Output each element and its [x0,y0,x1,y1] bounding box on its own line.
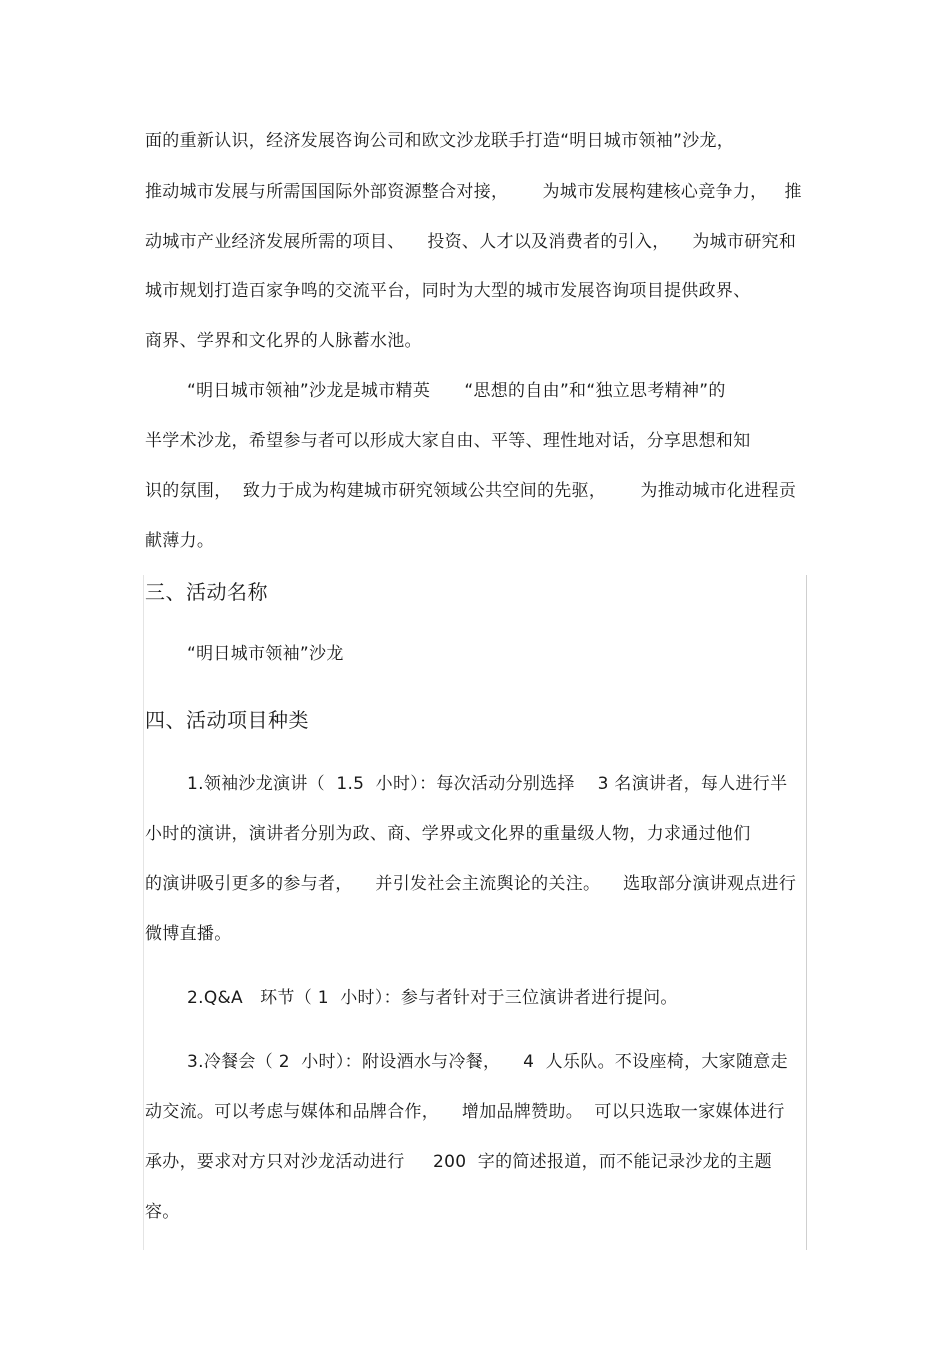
intro2-line-4: 献薄力。 [145,531,215,551]
frame-left-border [143,575,144,1250]
section3-activity-name: “明日城市领袖”沙龙 [187,644,344,664]
item1-line-3: 的演讲吸引更多的参与者， 并引发社会主流舆论的关注。 选取部分演讲观点进行 [145,874,797,894]
frame-right-border [806,575,807,1250]
intro-line-5: 商界、学界和文化界的人脉蓄水池。 [145,331,422,351]
item2-line-1: 2.Q&A 环节（ 1 小时）：参与者针对于三位演讲者进行提问。 [187,988,678,1008]
intro-line-4: 城市规划打造百家争鸣的交流平台，同时为大型的城市发展咨询项目提供政界、 [145,281,751,301]
intro-line-2: 推动城市发展与所需国国际外部资源整合对接， 为城市发展构建核心竞争力， 推 [145,182,802,202]
section4-heading: 四、活动项目种类 [145,708,309,732]
item3-line-1: 3.冷餐会（ 2 小时）：附设酒水与冷餐， 4 人乐队。不设座椅，大家随意走 [187,1052,788,1072]
item3-line-4: 容。 [145,1202,180,1222]
item3-line-3: 承办，要求对方只对沙龙活动进行 200 字的简述报道，而不能记录沙龙的主题 [145,1152,772,1172]
intro2-line-1: “明日城市领袖”沙龙是城市精英 “思想的自由”和“独立思考精神”的 [187,381,726,401]
section3-heading: 三、活动名称 [145,580,268,604]
intro2-line-3: 识的氛围， 致力于成为构建城市研究领域公共空间的先驱， 为推动城市化进程贡 [145,481,797,501]
item1-line-1: 1.领袖沙龙演讲（ 1.5 小时）：每次活动分别选择 3 名演讲者，每人进行半 [187,774,788,794]
item1-line-4: 微博直播。 [145,924,232,944]
intro2-line-2: 半学术沙龙，希望参与者可以形成大家自由、平等、理性地对话，分享思想和知 [145,431,751,451]
item1-line-2: 小时的演讲，演讲者分别为政、商、学界或文化界的重量级人物，力求通过他们 [145,824,751,844]
intro-line-3: 动城市产业经济发展所需的项目、 投资、人才以及消费者的引入， 为城市研究和 [145,232,797,252]
intro-line-1: 面的重新认识，经济发展咨询公司和欧文沙龙联手打造“明日城市领袖”沙龙， [145,131,735,151]
item3-line-2: 动交流。可以考虑与媒体和品牌合作， 增加品牌赞助。 可以只选取一家媒体进行 [145,1102,785,1122]
